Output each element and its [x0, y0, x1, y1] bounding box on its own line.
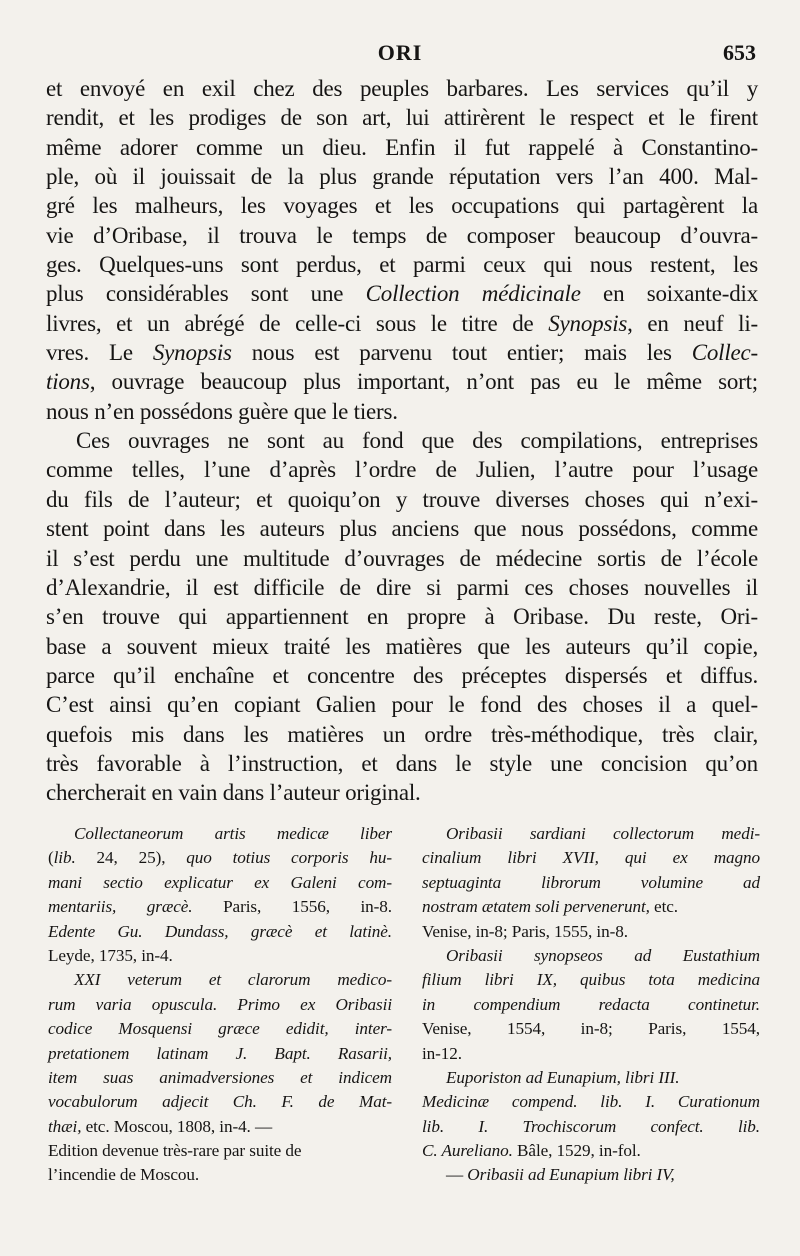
bibliography-line — [430, 822, 760, 846]
text-run: chercherait en vain dans l’auteur original. — [46, 780, 421, 806]
text-line — [46, 455, 758, 484]
text-run: d’Alexandrie, il est difficile de dire si parmi ces choses nouvelles il — [46, 574, 758, 600]
text-run: Edition devenue très-rare par suite de — [48, 1141, 302, 1161]
text-line — [46, 279, 758, 308]
text-run: livres, et un abrégé de celle-ci sous le titre de — [46, 310, 549, 336]
text-run: in-12. — [422, 1043, 462, 1063]
bibliography-line — [48, 846, 392, 870]
text-run: etc. Moscou, 1808, in-4. — — [81, 1116, 273, 1136]
main-text-body — [46, 74, 758, 808]
text-run: , ouvrage beaucoup plus important, n’ont pas eu le même sort; — [89, 369, 758, 395]
italic-text: cinalium libri XVII, qui ex magno — [422, 848, 760, 868]
text-line — [46, 544, 758, 573]
text-run: rendit, et les prodiges de son art, lui attirèrent le respect et le firent — [46, 105, 758, 131]
text-line — [46, 749, 758, 778]
bibliography-line — [48, 1090, 392, 1114]
running-head: ORI — [377, 40, 423, 65]
italic-text: tions — [46, 369, 90, 395]
text-run: quefois mis dans les matières un ordre très-méthodique, très clair, — [46, 721, 758, 747]
italic-text: C. Aureliano. — [422, 1141, 513, 1161]
italic-text: filium libri IX, quibus tota medicina — [422, 970, 760, 990]
text-line — [46, 74, 758, 103]
text-run: nous n’en possédons guère que le tiers. — [46, 398, 398, 424]
text-line — [46, 250, 758, 279]
bibliography-line — [48, 1163, 392, 1187]
italic-text: Edente Gu. Dundass, græcè et latinè. — [48, 921, 392, 941]
italic-text: Collec- — [691, 340, 758, 366]
text-run: Venise, 1554, in-8; Paris, 1554, — [422, 1019, 760, 1039]
italic-text: item suas animadversiones et indicem — [48, 1067, 392, 1087]
bibliography-line — [422, 895, 760, 919]
bibliography-line — [422, 1090, 760, 1114]
bibliography-line — [48, 1139, 392, 1163]
bibliography-line — [48, 1042, 392, 1066]
text-run: vres. Le — [46, 340, 153, 366]
bibliography-line — [422, 1042, 760, 1066]
italic-text: Collectaneorum artis medicæ liber — [74, 824, 392, 843]
italic-text: mani sectio explicatur ex Galeni com- — [48, 872, 392, 892]
italic-text: Euporiston ad Eunapium, libri III. — [446, 1067, 680, 1087]
text-run: ple, où il jouissait de la plus grande réputation vers l’an 400. Mal- — [46, 164, 758, 190]
italic-text: mentariis, græcè. — [48, 897, 193, 917]
text-run: et envoyé en exil chez des peuples barbares. Les services qu’il y — [46, 76, 758, 101]
italic-text: XXI veterum et clarorum medico- — [74, 970, 392, 990]
text-run: même adorer comme un dieu. Enfin il fut rappelé à Constantino- — [46, 134, 758, 160]
italic-text: nostram ætatem soli pervenerunt, — [422, 897, 650, 917]
bibliography-line — [422, 1115, 760, 1139]
italic-text: in compendium redacta continetur. — [422, 994, 760, 1014]
bibliography-line — [430, 944, 760, 968]
text-line — [46, 309, 758, 338]
text-run: l’incendie de Moscou. — [48, 1165, 200, 1185]
bibliography-left-column — [48, 822, 392, 1188]
text-line — [46, 720, 758, 749]
italic-text: septuaginta librorum volumine ad — [422, 872, 760, 892]
italic-text: lib. — [53, 848, 76, 868]
bibliography-line — [48, 1115, 392, 1139]
bibliography-line — [422, 920, 760, 944]
bibliography-line — [48, 920, 392, 944]
text-line — [46, 426, 758, 455]
italic-text: codice Mosquensi græce edidit, inter- — [48, 1019, 392, 1039]
bibliography-line — [74, 822, 392, 846]
text-run: 24, 25), — [75, 848, 187, 868]
text-line — [46, 162, 758, 191]
bibliography-line — [48, 871, 392, 895]
italic-text: Oribasii synopseos ad Eustathium — [446, 945, 760, 965]
italic-text: Synopsis — [152, 340, 232, 366]
text-run: Paris, 1556, in-8. — [192, 897, 392, 917]
italic-text: lib. I. Trochiscorum confect. lib. — [422, 1116, 760, 1136]
bibliography-line — [48, 1066, 392, 1090]
text-run: en soixante-dix — [580, 281, 759, 307]
bibliography-line — [48, 895, 392, 919]
italic-text: Synopsis — [548, 310, 628, 336]
text-run: , en neuf li- — [627, 310, 758, 336]
text-run: parce qu’il enchaîne et concentre des préceptes dispersés et diffus. — [46, 662, 758, 688]
text-run: Venise, in-8; Paris, 1555, in-8. — [422, 921, 628, 941]
bibliography-line — [48, 993, 392, 1017]
bibliography-line — [422, 993, 760, 1017]
text-run: nous est parvenu tout entier; mais les — [231, 340, 692, 366]
text-run: Leyde, 1735, in-4. — [48, 945, 173, 965]
text-run: stent point dans les auteurs plus anciens que nous possédons, comme — [46, 516, 758, 542]
text-run: très favorable à l’instruction, et dans le style une concision qu’on — [46, 750, 758, 776]
italic-text: rum varia opuscula. Primo ex Oribasii — [48, 994, 392, 1014]
page-header — [0, 36, 800, 70]
italic-text: Medicinæ compend. lib. I. Curationum — [422, 1092, 760, 1112]
text-run: plus considérables sont une — [46, 281, 366, 307]
text-line — [46, 397, 758, 426]
italic-text: Oribasii sardiani collectorum medi- — [446, 824, 760, 843]
bibliography-line — [430, 1163, 760, 1187]
page-number: 653 — [723, 40, 756, 65]
text-line — [46, 103, 758, 132]
italic-text: Oribasii ad Eunapium libri IV, — [467, 1165, 675, 1185]
text-line — [46, 602, 758, 631]
text-run: ( — [48, 848, 54, 868]
bibliography-line — [48, 944, 392, 968]
text-line — [46, 367, 758, 396]
text-line — [46, 661, 758, 690]
italic-text: Collection médicinale — [365, 281, 581, 307]
bibliography-line — [422, 1017, 760, 1041]
text-run: ges. Quelques-uns sont perdus, et parmi ceux qui nous restent, les — [46, 252, 758, 278]
text-run: C’est ainsi qu’en copiant Galien pour le fond des choses il a quel- — [46, 692, 758, 718]
text-line — [46, 690, 758, 719]
italic-text: vocabulorum adjecit Ch. F. de Mat- — [48, 1092, 392, 1112]
text-run: etc. — [649, 897, 678, 917]
text-line — [46, 573, 758, 602]
text-line — [46, 221, 758, 250]
bibliography-line — [48, 1017, 392, 1041]
text-run: du fils de l’auteur; et quoiqu’on y trouve diverses choses qui n’exi- — [46, 486, 758, 512]
text-run: s’en trouve qui appartiennent en propre à Oribase. Du reste, Ori- — [46, 604, 758, 630]
text-run: base a souvent mieux traité les matières que les auteurs qu’il copie, — [46, 633, 758, 659]
text-line — [46, 338, 758, 367]
text-line — [46, 514, 758, 543]
text-line — [46, 632, 758, 661]
bibliography-line — [430, 1066, 760, 1090]
text-line — [46, 191, 758, 220]
text-line — [46, 485, 758, 514]
italic-text: quo totius corporis hu- — [186, 848, 392, 868]
bibliography-line — [422, 871, 760, 895]
text-run: — — [446, 1165, 468, 1185]
italic-text: thæi, — [48, 1116, 82, 1136]
bibliography-line — [422, 968, 760, 992]
bibliography-line — [74, 968, 392, 992]
bibliography-line — [422, 1139, 760, 1163]
text-run: il s’est perdu une multitude d’ouvrages de médecine sortis de l’école — [46, 545, 758, 571]
bibliography-line — [422, 846, 760, 870]
text-run: comme telles, l’une d’après l’ordre de Julien, l’autre pour l’usage — [46, 457, 758, 483]
text-run: Ces ouvrages ne sont au fond que des compilations, entreprises — [76, 428, 758, 454]
text-run: Bâle, 1529, in-fol. — [512, 1141, 641, 1161]
bibliography-right-column — [422, 822, 760, 1188]
text-run: gré les malheurs, les voyages et les occupations qui partagèrent la — [46, 193, 758, 219]
italic-text: pretationem latinam J. Bapt. Rasarii, — [48, 1043, 392, 1063]
text-run: vie d’Oribase, il trouva le temps de composer beaucoup d’ouvra- — [46, 222, 758, 248]
text-line — [46, 778, 758, 807]
text-line — [46, 133, 758, 162]
